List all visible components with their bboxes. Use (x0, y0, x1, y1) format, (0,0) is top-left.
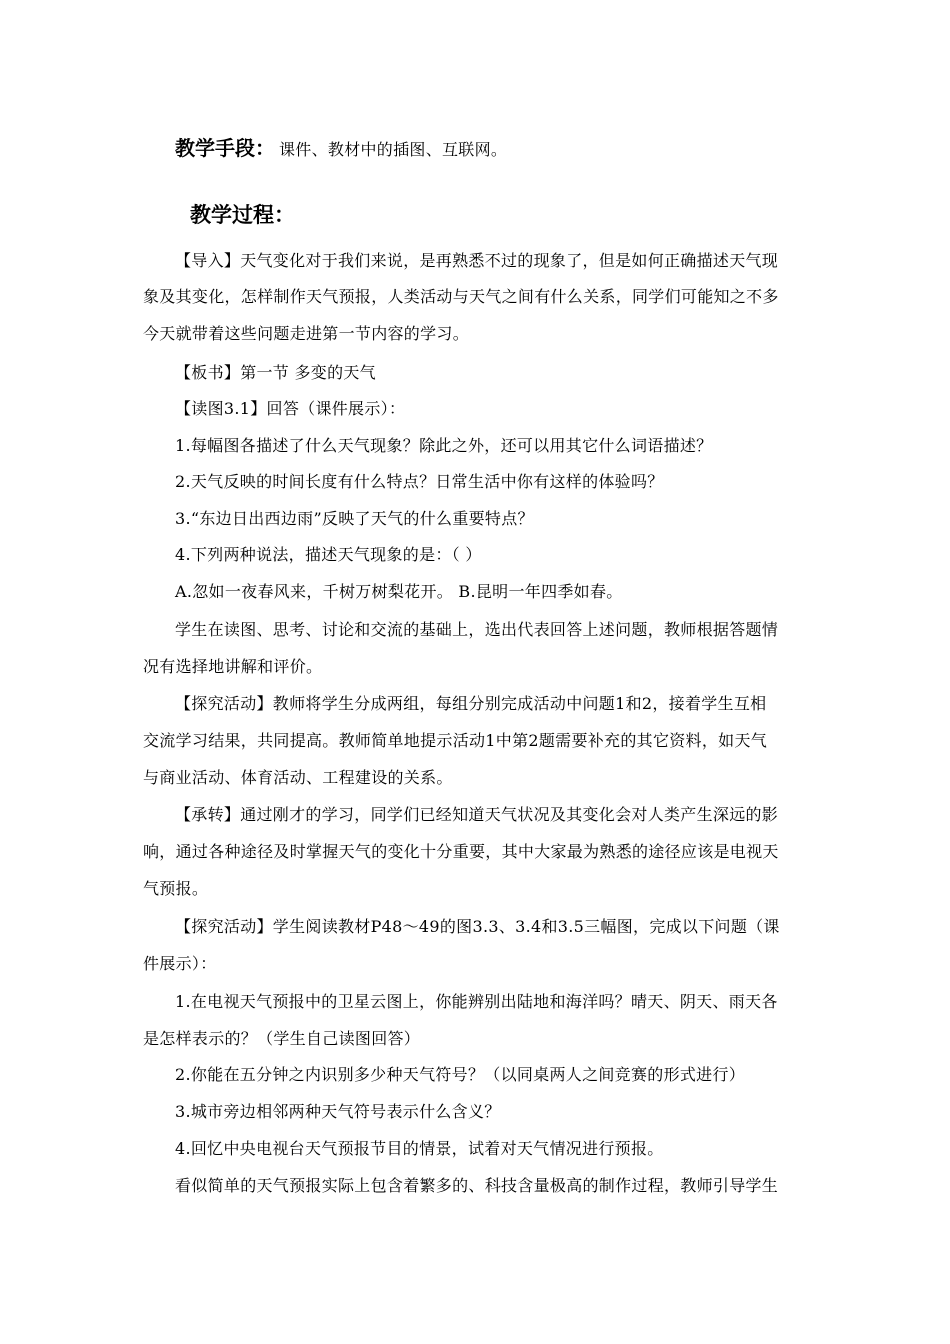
intro-line-1: 【导入】天气变化对于我们来说，是再熟悉不过的现象了，但是如何正确描述天气现 (175, 251, 779, 270)
intro-line-3: 今天就带着这些问题走进第一节内容的学习。 (143, 324, 470, 343)
read-figure-line: 【读图3.1】回答（课件展示）： (175, 399, 406, 418)
blackboard-line: 【板书】第一节 多变的天气 (175, 363, 376, 382)
closing-line: 看似简单的天气预报实际上包含着繁多的、科技含量极高的制作过程，教师引导学生 (175, 1176, 779, 1195)
teaching-means-row (175, 132, 507, 161)
teaching-means-text: 课件、教材中的插图、互联网。 (279, 140, 508, 159)
question-4: 4.下列两种说法，描述天气现象的是：（ ） (175, 545, 482, 564)
student-line-1: 学生在读图、思考、讨论和交流的基础上，选出代表回答上述问题，教师根据答题情 (175, 620, 779, 639)
student-line-2: 况有选择地讲解和评价。 (143, 657, 323, 676)
explore-line-1: 【探究活动】教师将学生分成两组，每组分别完成活动中问题1和2，接着学生互相 (175, 694, 767, 713)
explore2-question-4: 4.回忆中央电视台天气预报节目的情景，试着对天气情况进行预报。 (175, 1139, 664, 1158)
explore2-line-2: 件展示）： (143, 954, 217, 973)
teaching-process-heading: 教学过程： (190, 203, 295, 227)
question-2: 2.天气反映的时间长度有什么特点？日常生活中你有这样的体验吗？ (175, 472, 664, 491)
explore2-question-2: 2.你能在五分钟之内识别多少种天气符号？（以同桌两人之间竞赛的形式进行） (175, 1065, 746, 1084)
transition-line-2: 响，通过各种途径及时掌握天气的变化十分重要，其中大家最为熟悉的途径应该是电视天 (143, 842, 779, 861)
question-3: 3.“东边日出西边雨”反映了天气的什么重要特点？ (175, 509, 534, 528)
explore2-question-1a: 1.在电视天气预报中的卫星云图上，你能辨别出陆地和海洋吗？晴天、阴天、雨天各 (175, 992, 778, 1011)
explore2-question-3: 3.城市旁边相邻两种天气符号表示什么含义？ (175, 1102, 501, 1121)
question-1: 1.每幅图各描述了什么天气现象？除此之外，还可以用其它什么词语描述？ (175, 436, 713, 455)
teaching-means-label: 教学手段： (175, 136, 275, 160)
explore2-line-1: 【探究活动】学生阅读教材P48～49的图3.3、3.4和3.5三幅图，完成以下问题（课 (175, 917, 780, 936)
question-4-options: A.忽如一夜春风来，千树万树梨花开。 B.昆明一年四季如春。 (175, 582, 623, 601)
explore2-question-1b: 是怎样表示的？（学生自己读图回答） (143, 1029, 421, 1048)
transition-line-3: 气预报。 (143, 879, 209, 898)
transition-line-1: 【承转】通过刚才的学习，同学们已经知道天气状况及其变化会对人类产生深远的影 (175, 805, 779, 824)
intro-line-2: 象及其变化，怎样制作天气预报，人类活动与天气之间有什么关系，同学们可能知之不多 (143, 287, 779, 306)
explore-line-3: 与商业活动、体育活动、工程建设的关系。 (143, 768, 453, 787)
explore-line-2: 交流学习结果，共同提高。教师简单地提示活动1中第2题需要补充的其它资料，如天气 (143, 731, 768, 750)
